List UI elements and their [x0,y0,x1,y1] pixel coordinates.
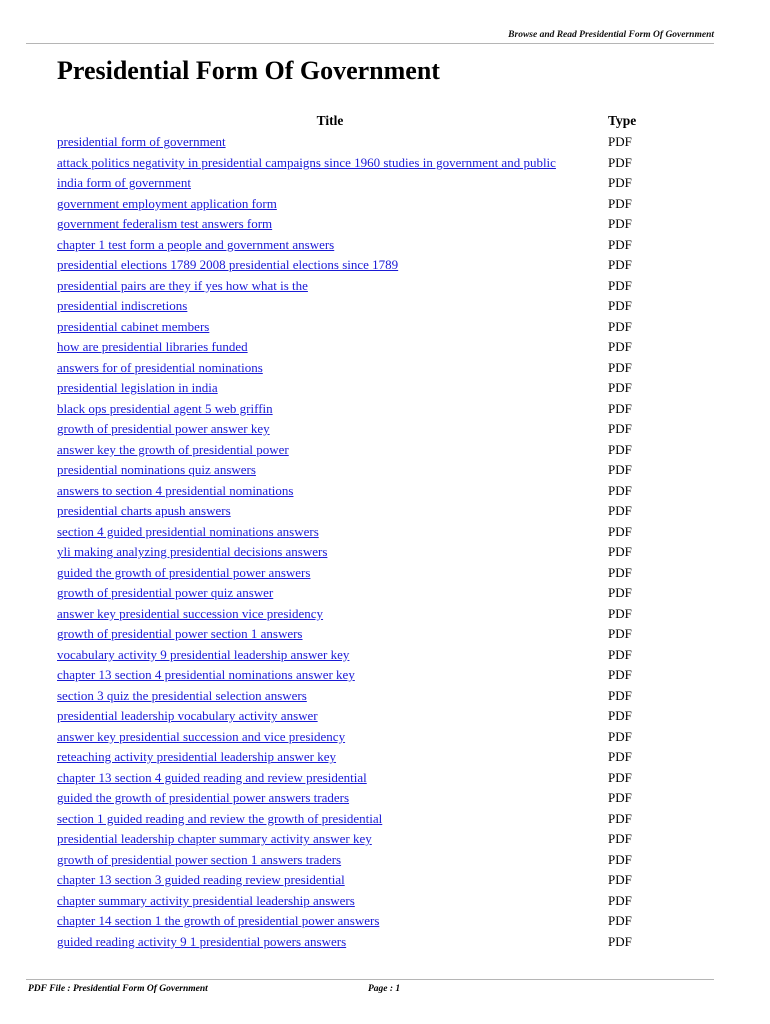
document-link[interactable]: answer key presidential succession and vice presidency [57,728,346,744]
document-link[interactable]: presidential form of government [57,134,226,150]
title-cell [55,645,605,666]
document-link[interactable]: presidential charts apush answers [57,503,231,519]
header-note: Browse and Read Presidential Form Of Government [508,30,714,40]
table-row [55,501,638,522]
document-link[interactable]: government federalism test answers form [57,216,273,232]
type-cell: PDF [608,236,632,252]
title-cell [55,911,605,932]
document-link[interactable]: chapter 1 test form a people and government answers [57,236,335,252]
table-row [55,358,638,379]
title-cell [55,255,605,276]
type-cell: PDF [608,728,632,744]
document-link[interactable]: black ops presidential agent 5 web griffin [57,400,273,416]
title-cell [55,604,605,625]
table-header-row [55,110,638,132]
title-cell [55,153,605,174]
type-cell: PDF [608,380,632,396]
type-cell: PDF [608,933,632,949]
title-cell [55,809,605,830]
table-row [55,911,638,932]
document-link[interactable]: how are presidential libraries funded [57,339,248,355]
title-cell [55,419,605,440]
type-cell: PDF [608,462,632,478]
title-cell [55,173,605,194]
type-cell: PDF [608,626,632,642]
title-cell [55,747,605,768]
table-row [55,583,638,604]
table-row [55,276,638,297]
document-link[interactable]: answers for of presidential nominations [57,359,263,375]
type-cell: PDF [608,216,632,232]
type-cell: PDF [608,585,632,601]
document-link[interactable]: reteaching activity presidential leadership answer key [57,749,337,765]
column-header-title: Title [316,113,344,128]
document-link[interactable]: answers to section 4 presidential nominations [57,482,294,498]
title-cell [55,501,605,522]
title-cell [55,706,605,727]
table-row [55,829,638,850]
title-cell [55,481,605,502]
title-cell [55,583,605,604]
title-cell [55,378,605,399]
type-cell: PDF [608,913,632,929]
document-link[interactable]: section 4 guided presidential nominations answers [57,523,319,539]
table-row [55,891,638,912]
document-link[interactable]: growth of presidential power answer key [57,421,270,437]
title-cell [55,440,605,461]
title-cell [55,132,605,153]
footer-file-label: PDF File : Presidential Form Of Government [28,984,208,994]
document-link[interactable]: chapter 14 section 1 the growth of presidential power answers [57,913,380,929]
title-cell [55,542,605,563]
document-link[interactable]: section 3 quiz the presidential selection answers [57,687,307,703]
table-row [55,645,638,666]
table-row [55,337,638,358]
footer-divider [26,979,714,980]
table-row [55,665,638,686]
document-link[interactable]: chapter summary activity presidential leadership answers [57,892,355,908]
document-link[interactable]: presidential cabinet members [57,318,210,334]
type-cell: PDF [608,605,632,621]
table-row [55,604,638,625]
type-cell: PDF [608,687,632,703]
title-cell [55,727,605,748]
document-link[interactable]: attack politics negativity in presidential campaigns since 1960 studies in government and public [57,154,556,170]
document-link[interactable]: chapter 13 section 4 guided reading and review presidential [57,769,367,785]
table-row [55,440,638,461]
document-link[interactable]: answer key presidential succession vice presidency [57,605,324,621]
table-row [55,624,638,645]
type-cell: PDF [608,318,632,334]
title-cell [55,214,605,235]
type-cell: PDF [608,667,632,683]
document-link[interactable]: presidential elections 1789 2008 presidential elections since 1789 [57,257,399,273]
document-link[interactable]: india form of government [57,175,191,191]
table-row [55,932,638,953]
document-link[interactable]: guided reading activity 9 1 presidential powers answers [57,933,347,949]
title-cell [55,563,605,584]
type-cell: PDF [608,790,632,806]
title-cell [55,624,605,645]
type-cell: PDF [608,708,632,724]
document-link[interactable]: chapter 13 section 4 presidential nominations answer key [57,667,355,683]
title-cell [55,665,605,686]
table-row [55,173,638,194]
document-link[interactable]: presidential pairs are they if yes how what is the [57,277,308,293]
table-row [55,788,638,809]
type-cell: PDF [608,298,632,314]
document-link[interactable]: government employment application form [57,195,277,211]
document-link[interactable]: presidential leadership chapter summary activity answer key [57,831,372,847]
table-row [55,542,638,563]
table-row [55,296,638,317]
table-row [55,399,638,420]
title-cell [55,235,605,256]
type-cell: PDF [608,503,632,519]
title-cell [55,194,605,215]
table-row [55,460,638,481]
type-cell: PDF [608,564,632,580]
column-header-type: Type [608,113,637,128]
type-cell: PDF [608,195,632,211]
title-cell [55,522,605,543]
document-link[interactable]: chapter 13 section 3 guided reading review presidential [57,872,345,888]
title-cell [55,399,605,420]
table-row [55,317,638,338]
title-cell [55,768,605,789]
table-row [55,419,638,440]
document-table [55,110,638,952]
title-cell [55,870,605,891]
document-link[interactable]: growth of presidential power quiz answer [57,585,274,601]
type-cell: PDF [608,277,632,293]
type-cell: PDF [608,851,632,867]
type-cell: PDF [608,154,632,170]
title-cell [55,460,605,481]
type-cell: PDF [608,421,632,437]
footer-page-number: Page : 1 [368,984,401,994]
type-cell: PDF [608,175,632,191]
type-cell: PDF [608,769,632,785]
table-row [55,870,638,891]
title-cell [55,358,605,379]
table-row [55,563,638,584]
type-cell: PDF [608,749,632,765]
title-cell [55,932,605,953]
document-link[interactable]: presidential indiscretions [57,298,188,314]
table-row [55,132,638,153]
type-cell: PDF [608,872,632,888]
type-cell: PDF [608,441,632,457]
title-cell [55,891,605,912]
document-link[interactable]: growth of presidential power section 1 answers [57,626,303,642]
document-link[interactable]: yli making analyzing presidential decisions answers [57,544,328,560]
type-cell: PDF [608,810,632,826]
type-cell: PDF [608,134,632,150]
table-row [55,522,638,543]
type-cell: PDF [608,892,632,908]
title-cell [55,686,605,707]
type-cell: PDF [608,257,632,273]
table-row [55,727,638,748]
table-row [55,747,638,768]
title-cell [55,296,605,317]
type-cell: PDF [608,359,632,375]
document-link[interactable]: presidential leadership vocabulary activity answer [57,708,318,724]
type-cell: PDF [608,339,632,355]
table-row [55,809,638,830]
document-link[interactable]: presidential nominations quiz answers [57,462,256,478]
header-divider [26,43,714,44]
title-cell [55,337,605,358]
title-cell [55,317,605,338]
title-cell [55,788,605,809]
table-row [55,255,638,276]
table-row [55,768,638,789]
document-link[interactable]: answer key the growth of presidential power [57,441,289,457]
document-link[interactable]: guided the growth of presidential power answers traders [57,790,350,806]
table-row [55,378,638,399]
type-cell: PDF [608,523,632,539]
document-link[interactable]: presidential legislation in india [57,380,218,396]
document-link[interactable]: section 1 guided reading and review the growth of presidential [57,810,383,826]
page-title: Presidential Form Of Government [57,56,440,85]
table-row [55,153,638,174]
type-cell: PDF [608,544,632,560]
table-row [55,194,638,215]
table-row [55,481,638,502]
table-row [55,706,638,727]
table-row [55,214,638,235]
title-cell [55,850,605,871]
title-cell [55,276,605,297]
table-body [55,132,638,952]
document-link[interactable]: vocabulary activity 9 presidential leadership answer key [57,646,350,662]
document-link[interactable]: growth of presidential power section 1 answers traders [57,851,342,867]
type-cell: PDF [608,400,632,416]
table-row [55,686,638,707]
document-link[interactable]: guided the growth of presidential power answers [57,564,311,580]
type-cell: PDF [608,482,632,498]
type-cell: PDF [608,646,632,662]
type-cell: PDF [608,831,632,847]
title-cell [55,829,605,850]
table-row [55,235,638,256]
table-row [55,850,638,871]
